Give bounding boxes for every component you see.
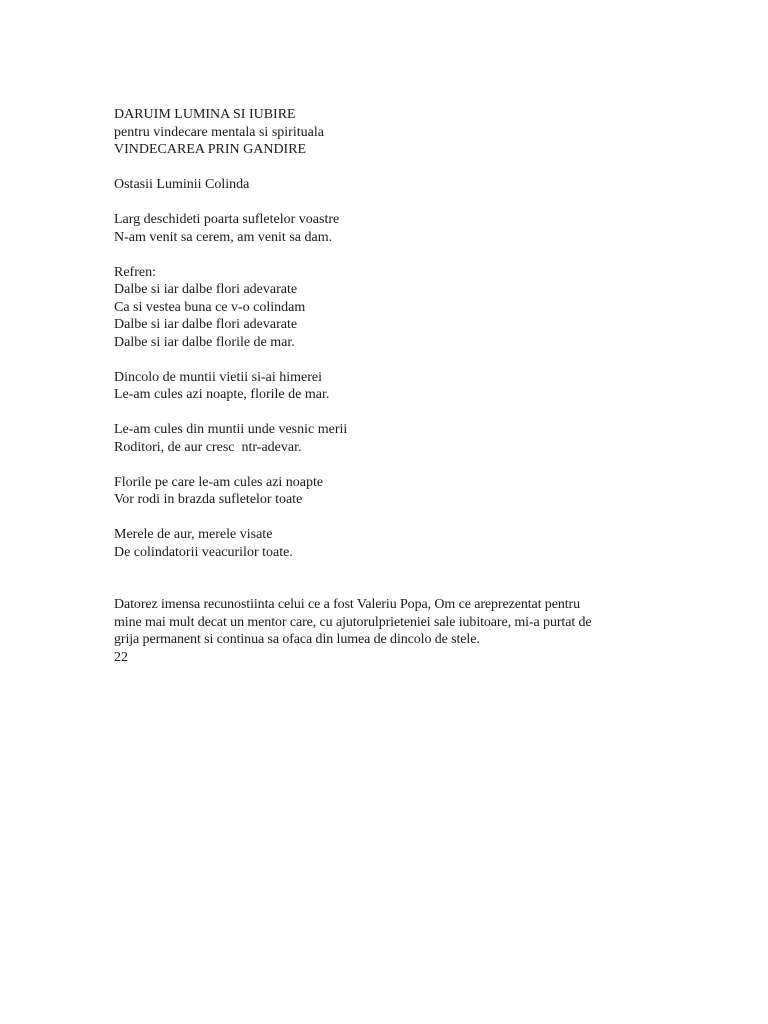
refrain-line: Dalbe si iar dalbe flori adevarate: [114, 317, 298, 332]
section-heading: VINDECAREA PRIN GANDIRE: [114, 142, 307, 157]
spacer: [114, 159, 654, 177]
spacer: [114, 561, 654, 596]
poem-line: Le-am cules azi noapte, florile de mar.: [114, 387, 330, 402]
spacer: [114, 509, 654, 527]
spacer: [114, 194, 654, 212]
spacer: [114, 246, 654, 264]
document-body: [114, 106, 654, 666]
poem-line: Merele de aur, merele visate: [114, 527, 273, 542]
dedication-line: mine mai mult decat un mentor care, cu ajutorulprieteniei sale iubitoare, mi-a purtat de: [114, 614, 592, 630]
spacer: [114, 404, 654, 422]
poem-line: Florile pe care le-am cules azi noapte: [114, 474, 324, 490]
poem-line: Le-am cules din muntii unde vesnic merii: [114, 422, 348, 437]
refrain-line: Dalbe si iar dalbe flori adevarate: [114, 282, 298, 297]
poem-line: Larg deschideti poarta sufletelor voastre: [114, 212, 340, 227]
dedication-line: grija permanent si continua sa ofaca din lumea de dincolo de stele.: [114, 632, 480, 647]
dedication-line: Datorez imensa recunostiinta celui ce a fost Valeriu Popa, Om ce areprezentat pentru: [114, 597, 580, 612]
spacer: [114, 456, 654, 474]
poem-line: N-am venit sa cerem, am venit sa dam.: [114, 229, 333, 245]
refrain-label: Refren:: [114, 264, 156, 280]
poem-title: Ostasii Luminii Colinda: [114, 177, 250, 192]
poem-line: De colindatorii veacurilor toate.: [114, 544, 293, 560]
refrain-line: Ca si vestea buna ce v-o colindam: [114, 299, 306, 315]
document-subtitle: pentru vindecare mentala si spirituala: [114, 124, 324, 140]
document-title: DARUIM LUMINA SI IUBIRE: [114, 107, 296, 122]
spacer: [114, 351, 654, 369]
poem-line: Vor rodi in brazda sufletelor toate: [114, 492, 303, 507]
poem-line: Dincolo de muntii vietii si-ai himerei: [114, 369, 323, 385]
poem-line: Roditori, de aur cresc ntr-adevar.: [114, 439, 302, 455]
page-number: 22: [114, 649, 128, 665]
refrain-line: Dalbe si iar dalbe florile de mar.: [114, 334, 295, 350]
